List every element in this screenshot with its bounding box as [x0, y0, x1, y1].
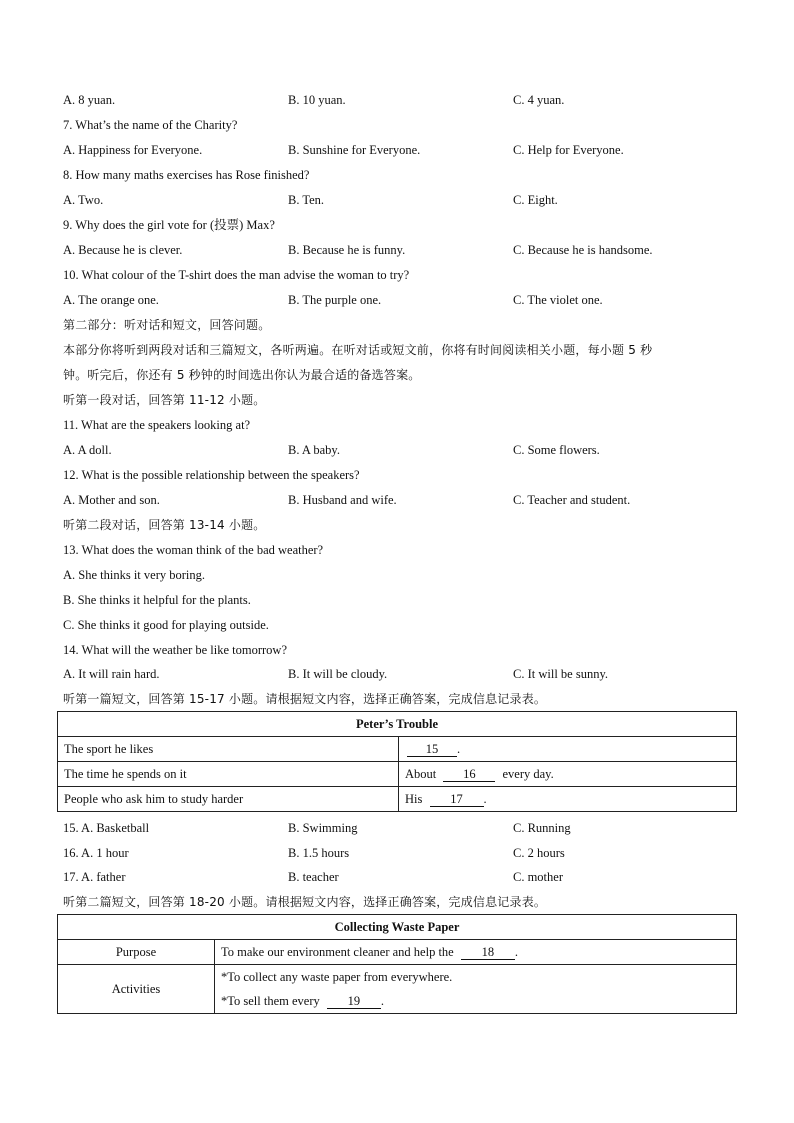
q8-option-c: C. Eight. — [513, 193, 558, 207]
table-row — [58, 787, 737, 812]
q17-option-a: 17. A. father — [63, 870, 126, 884]
table1-row1-suffix: . — [457, 741, 461, 756]
table1-row2-answer — [399, 762, 737, 787]
q15-option-c: C. Running — [513, 821, 571, 835]
q10-option-a: A. The orange one. — [63, 293, 159, 307]
q15-option-b: B. Swimming — [288, 821, 358, 835]
q16-option-c: C. 2 hours — [513, 846, 565, 860]
activity-1: *To collect any waste paper from everywhere. — [221, 970, 453, 984]
table-row — [58, 762, 737, 787]
passage1-heading: 听第一篇短文，回答第 15-17 小题。请根据短文内容，选择正确答案，完成信息记录表。 — [63, 692, 547, 706]
answer-blank-16[interactable]: 16 — [443, 768, 495, 782]
part2-instructions-line2: 钟。听完后，你还有 5 秒钟的时间选出你认为最合适的备选答案。 — [63, 368, 421, 382]
q11-option-b: B. A baby. — [288, 443, 340, 457]
purpose-answer — [215, 940, 737, 965]
table-row — [58, 965, 737, 1014]
q6-option-a: A. 8 yuan. — [63, 93, 116, 107]
part2-instructions-line1: 本部分你将听到两段对话和三篇短文，各听两遍。在听对话或短文前，你将有时间阅读相关小题，每小题 5 秒 — [63, 343, 653, 357]
purpose-suffix: . — [514, 944, 518, 959]
q15-option-a: 15. A. Basketball — [63, 821, 150, 835]
table-row — [58, 737, 737, 762]
q11-option-a: A. A doll. — [63, 443, 112, 457]
table2-title: Collecting Waste Paper — [58, 915, 737, 940]
q13-option-c: C. She thinks it good for playing outside. — [63, 618, 269, 632]
q14-option-c: C. It will be sunny. — [513, 667, 609, 681]
q9-option-a: A. Because he is clever. — [63, 243, 183, 257]
question-11: 11. What are the speakers looking at? — [63, 418, 251, 432]
question-13: 13. What does the woman think of the bad weather? — [63, 543, 324, 557]
q16-option-a: 16. A. 1 hour — [63, 846, 129, 860]
table1-row1-answer — [399, 737, 737, 762]
q6-option-c: C. 4 yuan. — [513, 93, 565, 107]
purpose-text: To make our environment cleaner and help the — [221, 944, 454, 959]
q16-option-b: B. 1.5 hours — [288, 846, 350, 860]
q9-option-b: B. Because he is funny. — [288, 243, 406, 257]
answer-blank-19[interactable]: 19 — [327, 995, 381, 1009]
activity-2 — [221, 989, 730, 1013]
table-row — [58, 940, 737, 965]
dialog2-heading: 听第二段对话，回答第 13-14 小题。 — [63, 518, 266, 532]
collecting-waste-paper-table — [57, 914, 737, 1014]
peters-trouble-table — [57, 711, 737, 812]
answer-blank-17[interactable]: 17 — [430, 793, 484, 807]
q10-option-c: C. The violet one. — [513, 293, 603, 307]
q13-option-a: A. She thinks it very boring. — [63, 568, 206, 582]
q12-option-a: A. Mother and son. — [63, 493, 160, 507]
dialog1-heading: 听第一段对话，回答第 11-12 小题。 — [63, 393, 266, 407]
question-7: 7. What’s the name of the Charity? — [63, 118, 238, 132]
q17-option-b: B. teacher — [288, 870, 339, 884]
table1-row2-prefix: About — [405, 766, 437, 781]
table1-row2-label: The time he spends on it — [58, 762, 399, 787]
q10-option-b: B. The purple one. — [288, 293, 382, 307]
table1-row3-label: People who ask him to study harder — [58, 787, 399, 812]
table1-row3-suffix: . — [483, 791, 487, 806]
q12-option-c: C. Teacher and student. — [513, 493, 631, 507]
q6-option-b: B. 10 yuan. — [288, 93, 346, 107]
answer-blank-18[interactable]: 18 — [461, 946, 515, 960]
q12-option-b: B. Husband and wife. — [288, 493, 397, 507]
purpose-label: Purpose — [58, 940, 215, 965]
q17-option-c: C. mother — [513, 870, 563, 884]
passage2-heading: 听第二篇短文，回答第 18-20 小题。请根据短文内容，选择正确答案，完成信息记录表。 — [63, 895, 547, 909]
table1-row3-prefix: His — [405, 791, 423, 806]
activities-label: Activities — [58, 965, 215, 1014]
activities-content — [215, 965, 737, 1014]
question-8: 8. How many maths exercises has Rose finished? — [63, 168, 310, 182]
answer-blank-15[interactable]: 15 — [407, 743, 457, 757]
q7-option-a: A. Happiness for Everyone. — [63, 143, 203, 157]
part2-title: 第二部分：听对话和短文，回答问题。 — [63, 318, 271, 332]
question-14: 14. What will the weather be like tomorrow? — [63, 643, 288, 657]
table1-row2-suffix: every day. — [502, 766, 554, 781]
q14-option-b: B. It will be cloudy. — [288, 667, 388, 681]
activity-2-text: *To sell them every — [221, 994, 320, 1008]
q7-option-b: B. Sunshine for Everyone. — [288, 143, 421, 157]
table1-row3-answer — [399, 787, 737, 812]
q14-option-a: A. It will rain hard. — [63, 667, 160, 681]
q7-option-c: C. Help for Everyone. — [513, 143, 624, 157]
question-10: 10. What colour of the T-shirt does the man advise the woman to try? — [63, 268, 410, 282]
q11-option-c: C. Some flowers. — [513, 443, 600, 457]
question-9: 9. Why does the girl vote for (投票) Max? — [63, 218, 275, 232]
q8-option-a: A. Two. — [63, 193, 104, 207]
question-12: 12. What is the possible relationship between the speakers? — [63, 468, 360, 482]
table1-row1-label: The sport he likes — [58, 737, 399, 762]
activity-2-suffix: . — [380, 994, 384, 1008]
q13-option-b: B. She thinks it helpful for the plants. — [63, 593, 251, 607]
q8-option-b: B. Ten. — [288, 193, 325, 207]
table1-title: Peter’s Trouble — [58, 712, 737, 737]
q9-option-c: C. Because he is handsome. — [513, 243, 653, 257]
